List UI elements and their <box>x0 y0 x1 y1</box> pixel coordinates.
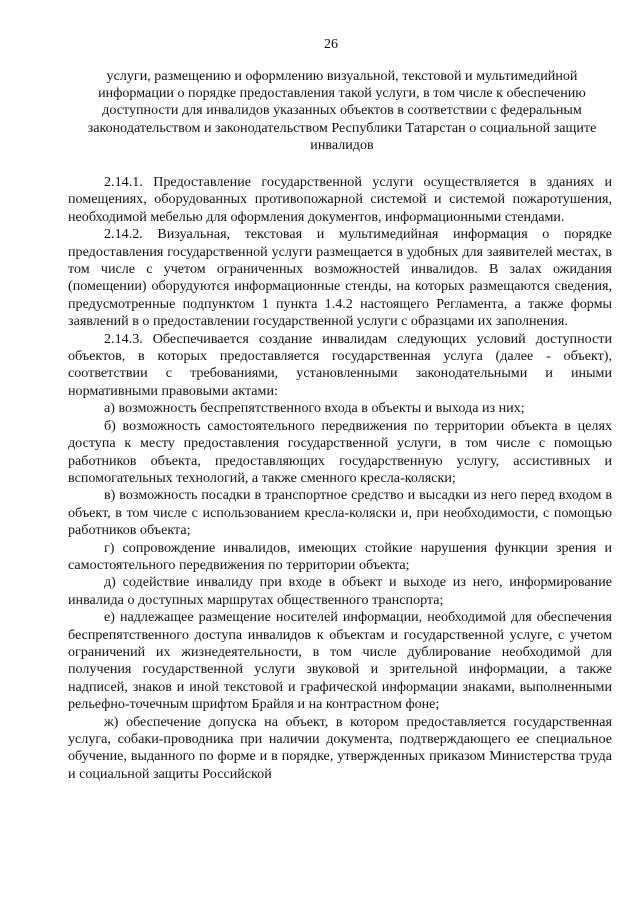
list-item-d: д) содействие инвалиду при входе в объект и выходе из него, информирование инвалида о доступных маршрутах общественного транспорта; <box>68 574 612 608</box>
list-item-b: б) возможность самостоятельного передвижения по территории объекта в целях доступа к месту предоставления государственной услуги, в том числе с помощью работников объекта, предоставляющих государственную услугу, ассистивных и вспомогательных технологий, а также сменного кресла-коляски; <box>68 417 612 486</box>
list-item-e: е) надлежащее размещение носителей информации, необходимой для обеспечения беспрепятственного доступа инвалидов к объектам и государственной услуге, с учетом ограничений их жизнедеятельности, в том числе дублирование необходимой для получения государственной услуги звуковой и зрительной информации, а также надписей, знаков и иной текстовой и графической информации знаками, выполненными рельефно-точечным шрифтом Брайля и на контрастном фоне; <box>68 609 612 713</box>
list-item-v: в) возможность посадки в транспортное средство и высадки из него перед входом в объект, в том числе с использованием кресла-коляски и, при необходимости, с помощью работников объекта; <box>68 487 612 539</box>
list-item-a: а) возможность беспрепятственного входа в объекты и выхода из них; <box>104 400 525 417</box>
section-heading: услуги, размещению и оформлению визуальной, текстовой и мультимедийной информации о порядке предоставления такой услуги, в том числе к обеспечению доступности для инвалидов указанных объектов в соответствии с федеральным законодательством и законодательством Республики Татарстан о социальной защите инвалидов <box>87 68 597 153</box>
paragraph-2-14-3: 2.14.3. Обеспечивается создание инвалидам следующих условий доступности объектов, в которых предоставляется государственная услуга (далее - объект), соответствии с требованиями, установленными законодательными и иными нормативными правовыми актами: <box>68 330 612 399</box>
list-item-zh: ж) обеспечение допуска на объект, в котором предоставляется государственная услуга, собаки-проводника при наличии документа, подтверждающего ее специальное обучение, выданного по форме и в порядке, утвержденных приказом Министерства труда и социальной защиты Российской <box>68 713 612 782</box>
page-number: 26 <box>324 37 338 52</box>
list-item-g: г) сопровождение инвалидов, имеющих стойкие нарушения функции зрения и самостоятельного передвижения по территории объекта; <box>68 539 612 573</box>
paragraph-2-14-1: 2.14.1. Предоставление государственной услуги осуществляется в зданиях и помещениях, оборудованных противопожарной системой и системой пожаротушения, необходимой мебелью для оформления документов, информационными стендами. <box>68 174 612 225</box>
document-body <box>68 174 612 783</box>
paragraph-2-14-2: 2.14.2. Визуальная, текстовая и мультимедийная информация о порядке предоставления государственной услуги размещается в удобных для заявителей местах, в том числе с учетом ограниченных возможностей инвалидов. В залах ожидания (помещении) оборудуются информационные стенды, на которых размещаются сведения, предусмотренные подпунктом 1 пункта 1.4.2 настоящего Регламента, а также формы заявлений в о предоставлении государственной услуги с образцами их заполнения. <box>68 226 612 330</box>
